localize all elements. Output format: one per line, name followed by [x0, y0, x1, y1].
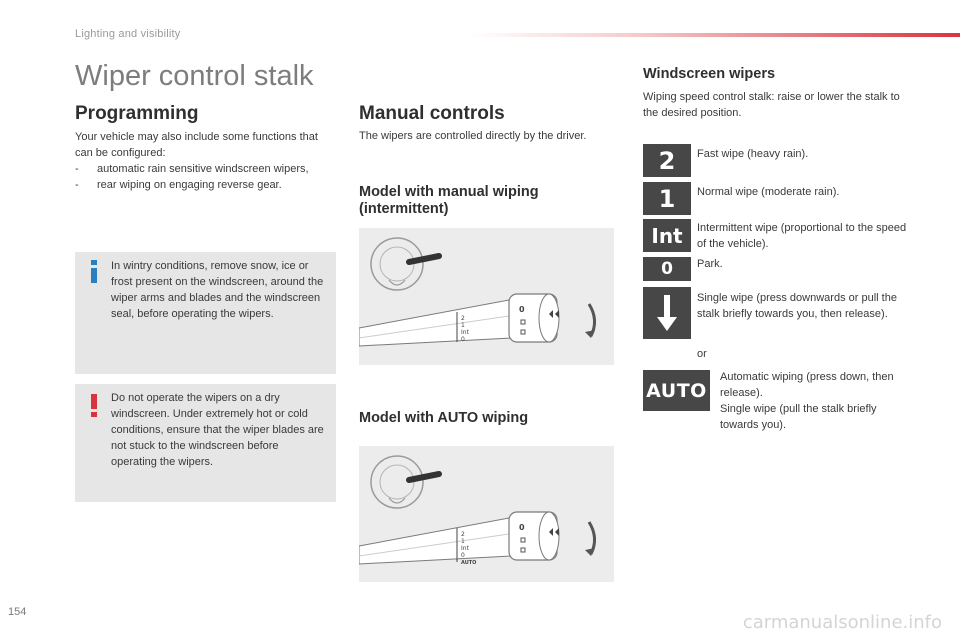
speed-2-text: Fast wipe (heavy rain). — [697, 148, 809, 160]
svg-text:0: 0 — [519, 305, 525, 314]
speed-0-badge: 0 — [643, 257, 691, 281]
svg-text:0: 0 — [461, 336, 465, 343]
manual-stalk-drawing — [359, 228, 614, 365]
section-title: Lighting and visibility — [75, 28, 181, 40]
svg-text:1: 1 — [461, 322, 465, 329]
single-wipe-text: Single wipe (press downwards or pull the stalk briefly towards you, then release). — [697, 292, 897, 320]
speed-0-text: Park. — [697, 258, 723, 270]
auto-text-line-1: Automatic wiping (press down, then release). — [720, 371, 894, 399]
arrow-down-icon — [655, 293, 679, 333]
speed-int-badge: Int — [643, 219, 691, 252]
speed-1-badge: 1 — [643, 182, 691, 215]
header-accent-bar — [470, 33, 960, 37]
programming-text — [75, 129, 337, 193]
single-wipe-badge — [643, 287, 691, 339]
info-icon — [88, 260, 100, 284]
svg-text:1: 1 — [461, 538, 465, 545]
manual-model-heading: Model with manual wiping (intermittent) — [359, 184, 539, 217]
speed-1-text: Normal wipe (moderate rain). — [697, 186, 840, 198]
programming-intro: Your vehicle may also include some functions that can be configured: — [75, 131, 318, 159]
info-note — [75, 252, 336, 374]
auto-stalk-drawing — [359, 446, 614, 582]
speed-2-badge: 2 — [643, 144, 691, 177]
list-item: - automatic rain sensitive windscreen wipers, — [75, 161, 337, 177]
svg-text:2: 2 — [461, 315, 465, 322]
list-item: - rear wiping on engaging reverse gear. — [75, 177, 337, 193]
svg-text:2: 2 — [461, 531, 465, 538]
warning-note-text: Do not operate the wipers on a dry windscreen. Under extremely hot or cold conditions, ensure that the wiper blades are not stuck to the windscreen before operating the wipers. — [111, 392, 324, 468]
page-title: Wiper control stalk — [75, 60, 314, 92]
svg-text:Int: Int — [461, 329, 469, 336]
auto-model-heading: Model with AUTO wiping — [359, 410, 529, 426]
manual-controls-intro: The wipers are controlled directly by the driver. — [359, 130, 587, 142]
svg-text:0: 0 — [519, 523, 525, 532]
manual-stalk-illustration — [359, 228, 614, 365]
svg-text:Int: Int — [461, 545, 469, 552]
watermark: carmanualsonline.info — [742, 612, 942, 633]
programming-list — [75, 161, 337, 193]
auto-badge: AUTO — [643, 370, 710, 411]
windscreen-wipers-heading: Windscreen wipers — [643, 66, 776, 82]
speed-int-text: Intermittent wipe (proportional to the speed of the vehicle). — [697, 222, 907, 250]
info-note-text: In wintry conditions, remove snow, ice or frost present on the windscreen, around the wiper arms and blades and the windscreen seal, before operating the wipers. — [111, 260, 324, 320]
auto-stalk-illustration — [359, 446, 614, 582]
svg-text:AUTO: AUTO — [461, 560, 477, 566]
warning-icon — [88, 394, 100, 418]
or-label: or — [697, 348, 707, 360]
auto-text — [720, 369, 910, 433]
programming-heading: Programming — [75, 103, 199, 124]
windscreen-wipers-intro: Wiping speed control stalk: raise or lower the stalk to the desired position. — [643, 91, 900, 119]
page-number: 154 — [8, 606, 27, 618]
warning-note — [75, 384, 336, 502]
svg-text:0: 0 — [461, 552, 465, 559]
auto-text-line-2: Single wipe (pull the stalk briefly towards you). — [720, 403, 877, 431]
manual-controls-heading: Manual controls — [359, 103, 505, 124]
